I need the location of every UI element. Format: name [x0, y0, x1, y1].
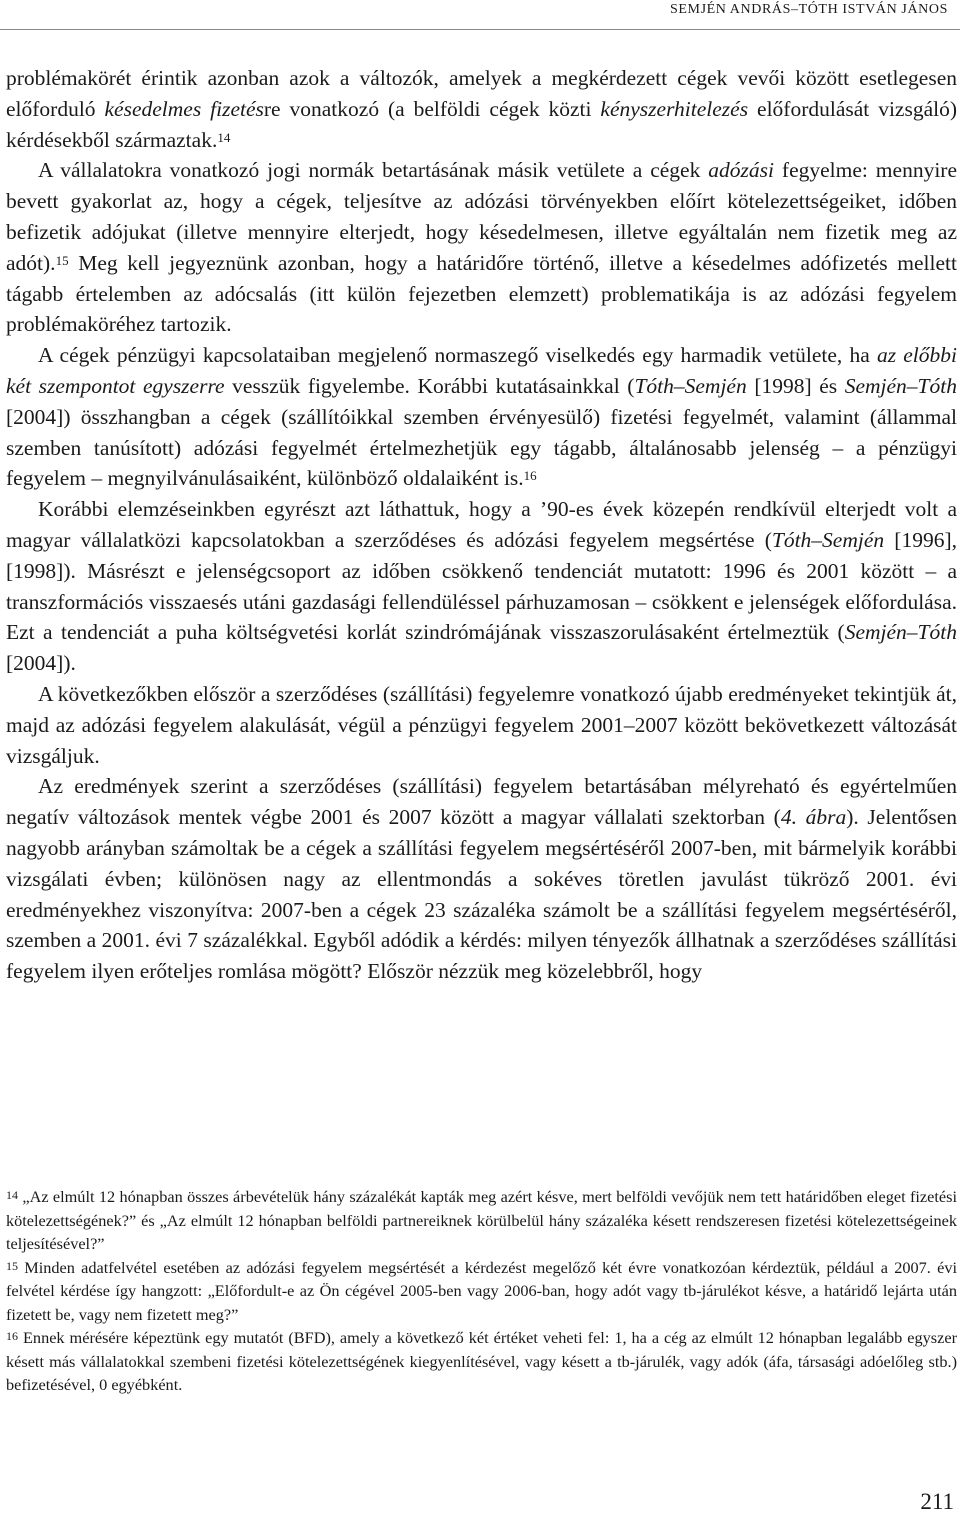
paragraph-1: problémakörét érintik azonban azok a változók, amelyek a megkérdezett cégek vevői között esetlegesen előforduló késedelmes fizetésre vonatkozó (a belföldi cégek közti kényszerhitelezés előfordulását vizsgáló) kérdésekből származtak.$^{14}$: [6, 66, 957, 152]
footnotes: [6, 1185, 957, 1397]
footnote-ref-14[interactable]: 14: [217, 129, 231, 145]
paragraph-5: A következőkben először a szerződéses (szállítási) fegyelemre vonatkozó újabb eredményeket tekintjük át, majd az adózási fegyelem alakulását, végül a pénzügyi fegyelem 2001–2007 között bekövetkezett változását vizsgáljuk.: [6, 681, 957, 768]
footnote-15: $^{15}$ Minden adatfelvétel esetében az adózási fegyelem megsértését a kérdezést megelőző két évre vonatkozóan kérdeztük, például a 2007. évi felvétel kérdése így hangzott: „Előfordult-e az Ön cégével 2005-ben vagy 2006-ban, hogy adót vagy tb-járulékot késve, a határidő lejárta után fizetett be, vagy nem fizetett meg?”: [6, 1257, 957, 1324]
footnote-ref-15[interactable]: 15: [55, 252, 69, 268]
paragraph-6: Az eredmények szerint a szerződéses (szállítási) fegyelem betartásában mélyreható és egyértelműen negatív változások mentek végbe 2001 és 2007 között a magyar vállalati szektorban (4. ábra). Jelentősen nagyobb arányban számoltak be a cégek a szállítási fegyelem megsértéséről 2007-ben, mit bármelyik korábbi vizsgálati évben; különösen nagy az ellentmondás a sokéves töretlen javulást tükröző 2001. évi eredményekhez viszonyítva: 2007-ben a cégek 23 százaléka számolt be a szállítási fegyelem megsértéséről, szemben a 2001. évi 7 százalékkal. Egyből adódik a kérdés: milyen tényezők állhatnak a szerződéses szállítási fegyelem ilyen erőteljes romlása mögött? Először nézzük meg közelebbről, hogy: [6, 774, 957, 984]
footnote-number: 15: [6, 1258, 18, 1273]
footnote-14: $^{14}$ „Az elmúlt 12 hónapban összes árbevételük hány százalékát kapták meg azért késve, mert belföldi vevőjük nem tett határidőben eleget fizetési kötelezettségének?” és „Az elmúlt 12 hónapban belföldi partnereiknek körülbelül hány százaléka késett rendszeresen fizetési kötelezettségeinek teljesítésével?”: [6, 1187, 957, 1253]
page-number: 211: [920, 1489, 954, 1514]
paragraph-2: A vállalatokra vonatkozó jogi normák betartásának másik vetülete a cégek adózási fegyelme: mennyire bevett gyakorlat az, hogy a cégek, teljesítve az adózási törvényekben előírt kötelezettségeiket, időben befizetik adójukat (illetve mennyire elterjedt, hogy késedelmesen, illetve egyáltalán nem fizetik meg az adót).$^{15}$ Meg kell jegyeznünk azonban, hogy a határidőre történő, illetve a késedelmes adófizetés mellett tágabb értelemben az adócsalás (itt külön fejezetben elemzett) problematikája is az adózási fegyelem problémaköréhez tartozik.: [6, 158, 958, 337]
main-text: [6, 63, 957, 987]
paragraph-4: Korábbi elemzéseinkben egyrészt azt láthattuk, hogy a ’90-es évek közepén rendkívül elterjedt volt a magyar vállalatközi kapcsolatokban a szerződéses és adózási fegyelem megsértése (Tóth–Semjén [1996], [1998]). Másrészt e jelenségcsoport az időben csökkenő tendenciát mutatott: 1996 és 2001 között – a transzformációs visszaesés utáni gazdasági fellendüléssel párhuzamosan – csökkent e jelenségek előfordulása. Ezt a tendenciát a puha költségvetési korlát szindrómájának visszaszorulásaként értelmeztük (Semjén–Tóth [2004]).: [6, 497, 957, 676]
footnote-number: 16: [6, 1329, 18, 1343]
running-header: SEMJÉN ANDRÁS–TÓTH ISTVÁN JÁNOS: [669, 2, 948, 17]
footnote-number: 14: [6, 1188, 18, 1202]
footnote-ref-16[interactable]: 16: [523, 468, 537, 484]
header-divider: [0, 29, 960, 30]
footnote-16: $^{16}$ Ennek mérésére képeztünk egy mutatót (BFD), amely a következő két értéket veheti fel: 1, ha a cég az elmúlt 12 hónapban legalább egyszer késett más vállalatokkal szembeni fizetési kötelezettségének kiegyenlítésével, vagy késett a tb-járulék, vagy adók (áfa, társasági adóelőleg stb.) befizetésével, 0 egyébként.: [6, 1328, 957, 1394]
paragraph-3: A cégek pénzügyi kapcsolataiban megjelenő normaszegő viselkedés egy harmadik vetülete, ha az előbbi két szempontot egyszerre vesszük figyelembe. Korábbi kutatásainkkal (Tóth–Semjén [1998] és Semjén–Tóth [2004]) összhangban a cégek (szállítóikkal szemben érvényesülő) fizetési fegyelmét, valamint (állammal szemben tanúsított) adózási fegyelmét értelmezhetjük egy tágabb, általánosabb jelenség – a pénzügyi fegyelem – megnyilvánulásaiként, különböző oldalaiként is.$^{16}$: [6, 343, 958, 491]
